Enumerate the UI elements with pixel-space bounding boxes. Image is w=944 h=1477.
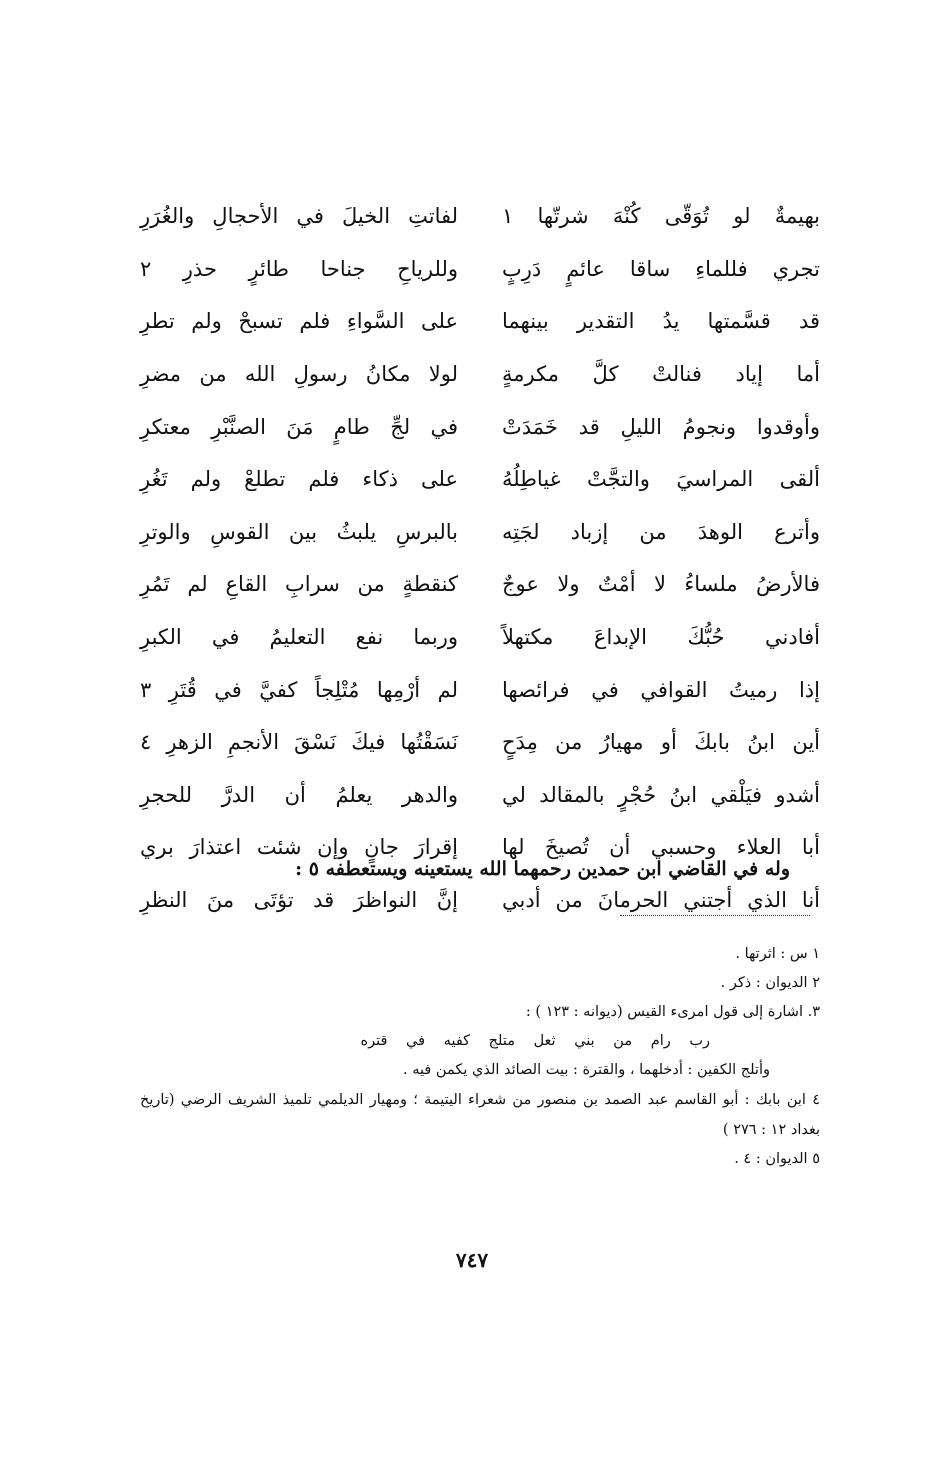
first-hemistich: أنا الذي أجتني الحرمانَ من أدبي: [502, 888, 820, 913]
first-hemistich: فالأرضُ ملساءُ لا أمْتٌ ولا عوجٌ: [502, 572, 820, 597]
couplet: [140, 190, 820, 243]
second-hemistich: في لجِّ طامٍ مَنَ الصنَّبْرِ معتكرِ: [140, 414, 458, 439]
first-hemistich: وأوقدوا ونجومُ الليلِ قد خَمَدَتْ: [502, 414, 820, 439]
second-hemistich: لفاتتِ الخيلَ في الأحجالِ والغُرَرِ: [140, 204, 458, 229]
couplet: [140, 295, 820, 348]
second-hemistich: نَسَقْتُها فيكَ نَسْقَ الأنجمِ الزهرِ ٤: [140, 730, 458, 755]
second-hemistich: وربما نفع التعليمُ في الكبرِ: [140, 625, 458, 650]
second-hemistich: إنَّ النواظرَ قد تؤتَى منَ النظرِ: [140, 888, 458, 913]
couplet: [140, 611, 820, 664]
second-hemistich: على ذكاء فلم تطلعْ ولم تَغُرِ: [140, 467, 458, 492]
footnote: ٥ الديوان : ٤ .: [734, 1151, 820, 1167]
couplet: [140, 874, 820, 927]
footnote-explanation: وأتلج الكفين : أدخلهما ، والقترة : بيت الصائد الذي يكمن فيه .: [403, 1062, 770, 1078]
first-hemistich: أين ابنُ بابكَ أو مهيارُ من مِدَحٍ: [502, 730, 820, 755]
footnote: ٣. اشارة إلى قول امرىء القيس (ديوانه : ١٢٣ ) :: [525, 1004, 820, 1020]
second-hemistich: كنقطةٍ من سرابِ القاعِ لم تَمُرِ: [140, 572, 458, 597]
page-number: ٧٤٧: [455, 1248, 489, 1272]
footnote-separator: [620, 915, 810, 916]
first-hemistich: أفادني حُبُّكَ الإبداعَ مكتهلاً: [502, 625, 820, 650]
first-hemistich: إذا رميتُ القوافي في فرائصها: [502, 677, 820, 702]
first-hemistich: أشدو فيَلْقي ابنُ حُجْرٍ بالمقالد لي: [502, 782, 820, 807]
footnotes: [140, 940, 820, 1174]
first-hemistich: تجري فللماءِ ساقا عائمٍ دَرِبٍ: [502, 256, 820, 281]
poem: [140, 190, 820, 926]
poem-introduction: وله في القاضي ابن حمدين رحمهما الله يستعينه ويستعطفه ٥ :: [295, 858, 790, 880]
couplet: [140, 243, 820, 296]
couplet: [140, 400, 820, 453]
footnote: ٤ ابن بابك : أبو القاسم عبد الصمد بن منصور من شعراء اليتيمة ؛ ومهيار الديلمي تلميذ الشريف الرضي (تاريخ بغداد ١٢ : ٢٧٦ ): [140, 1092, 820, 1138]
first-hemistich: أما إياد فنالتْ كلَّ مكرمةٍ: [502, 362, 820, 387]
second-hemistich: لولا مكانُ رسولِ الله من مضرِ: [140, 362, 458, 387]
couplet: [140, 716, 820, 769]
second-hemistich: على السَّواءِ فلم تسبحْ ولم تطرِ: [140, 309, 458, 334]
footnote: ٢ الديوان : ذكر .: [720, 975, 820, 991]
couplet: [140, 663, 820, 716]
footnote: ١ س : اثرتها .: [735, 946, 820, 962]
second-hemistich: والدهر يعلمُ أن الدرَّ للحجرِ: [140, 782, 458, 807]
second-hemistich: إقرارَ جانٍ وإن شئت اعتذارَ بري: [140, 835, 458, 860]
first-hemistich: بهيمةٌ لو تُوَقّى كُنْهَ شرتّها ١: [502, 204, 820, 229]
first-hemistich: أبا العلاء وحسبي أن تُصيخَ لها: [502, 835, 820, 860]
first-hemistich: وأترع الوهدَ من إزباد لجَتِه: [502, 519, 820, 544]
couplet: [140, 453, 820, 506]
footnote-verse: رب رام من بني ثعل متلج كفيه في قتره: [360, 1033, 710, 1049]
couplet: [140, 348, 820, 401]
second-hemistich: بالبرسِ يلبثُ بين القوسِ والوترِ: [140, 519, 458, 544]
second-hemistich: وللرياحِ جناحا طائرٍ حذرِ ٢: [140, 256, 458, 281]
second-hemistich: لم أرْمِها مُتْلِجاً كفيَّ في قُتَرِ ٣: [140, 677, 458, 702]
couplet: [140, 506, 820, 559]
first-hemistich: ألقى المراسيَ والتجَّتْ غياطِلُهُ: [502, 467, 820, 492]
couplet: [140, 769, 820, 822]
couplet: [140, 558, 820, 611]
first-hemistich: قد قسَّمتها يدُ التقدير بينهما: [502, 309, 820, 334]
